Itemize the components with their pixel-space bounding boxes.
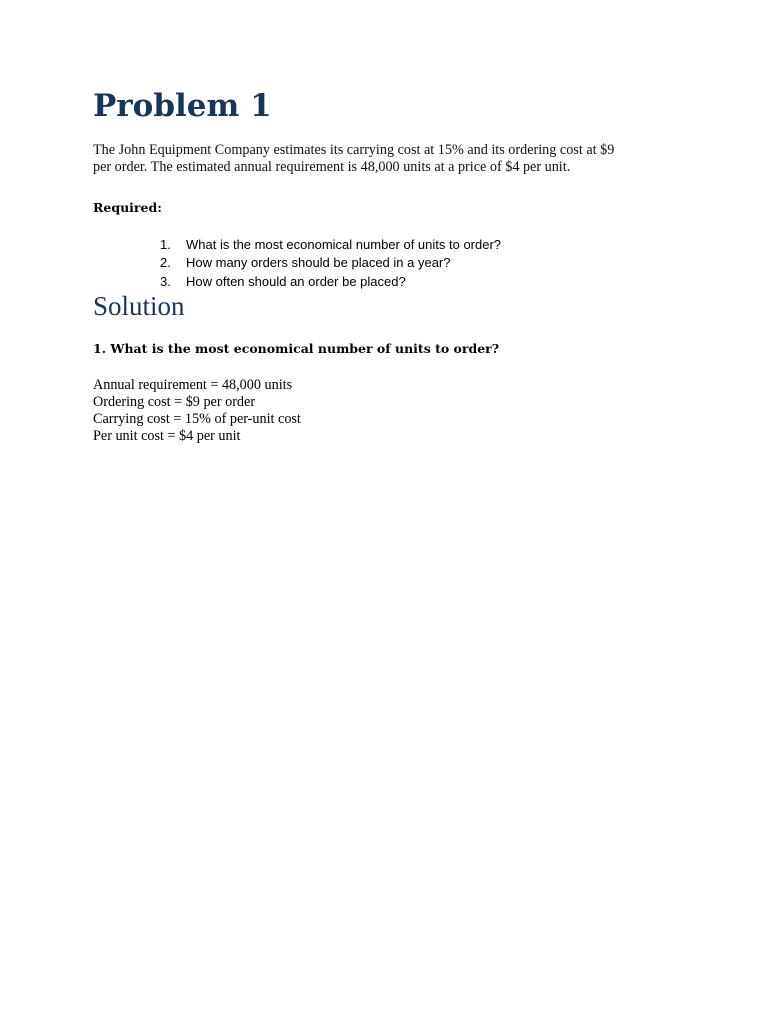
problem-statement (93, 142, 673, 176)
solution-heading: Solution (93, 291, 185, 321)
list-item-text: How often should an order be placed? (186, 273, 406, 289)
sub-question-heading: 1. What is the most economical number of units to order? (93, 341, 500, 356)
page-title: Problem 1 (93, 88, 272, 124)
required-list-item (160, 254, 501, 272)
given-value-line: Ordering cost = $9 per order (93, 394, 256, 410)
given-value-line: Annual requirement = 48,000 units (93, 377, 293, 393)
list-item-text: What is the most economical number of units to order? (186, 237, 502, 252)
list-item-number: 3. (160, 273, 171, 289)
given-value-line: Per unit cost = $4 per unit (93, 428, 241, 444)
required-list-item (160, 236, 501, 254)
list-item-number: 1. (160, 237, 171, 252)
given-values-list (93, 377, 301, 445)
problem-statement-line: The John Equipment Company estimates its carrying cost at 15% and its ordering cost at $9 (93, 142, 615, 158)
required-list-item (160, 273, 501, 291)
required-list (160, 236, 501, 291)
list-item-number: 2. (160, 255, 171, 271)
problem-statement-line: per order. The estimated annual requirement is 48,000 units at a price of $4 per unit. (93, 159, 571, 175)
required-label: Required: (93, 200, 162, 215)
given-value-line: Carrying cost = 15% of per-unit cost (93, 411, 301, 427)
list-item-text: How many orders should be placed in a year? (186, 255, 451, 271)
